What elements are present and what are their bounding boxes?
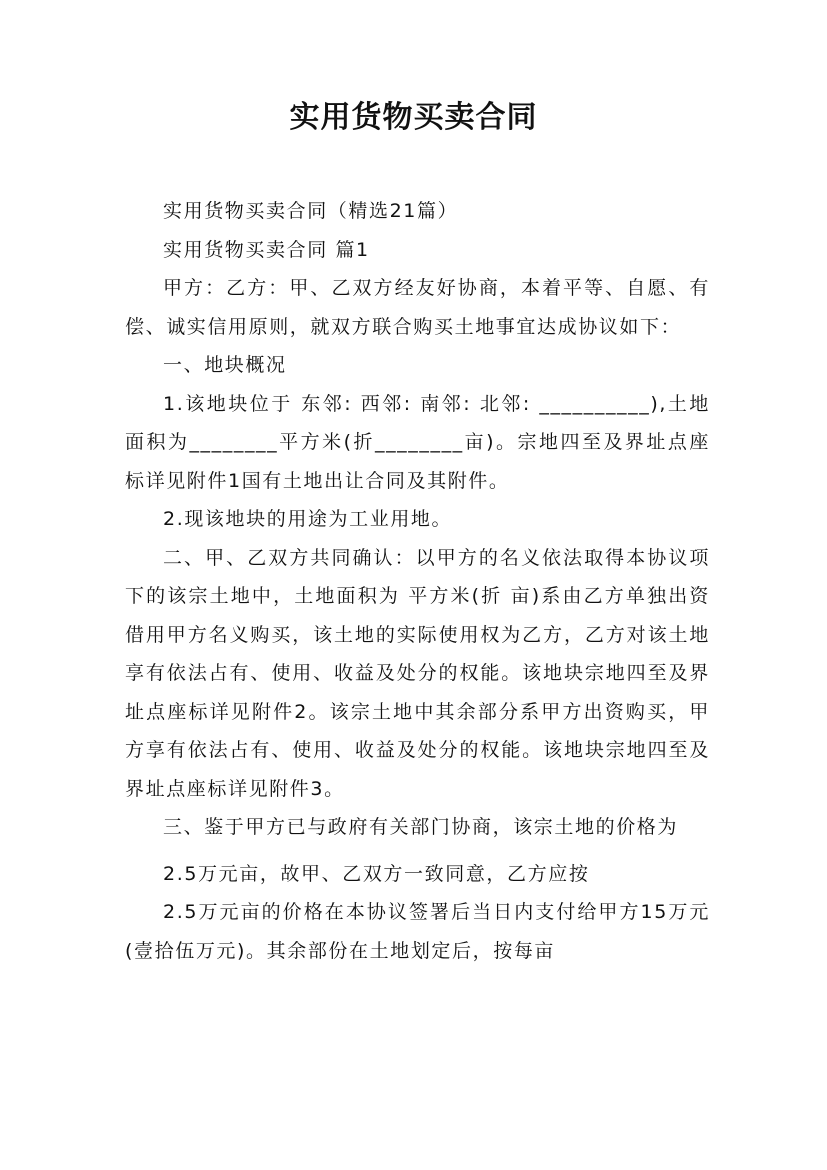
document-body [125,192,710,970]
paragraph-land-location: 1.该地块位于 东邻: 西邻: 南邻: 北邻: __________),土地面积为________平方米(折________亩)。宗地四至及界址点座标详见附件1国有土地出让合同及其附件。 [125,392,710,492]
document-title: 实用货物买卖合同 [289,100,538,135]
paragraph-subtitle: 实用货物买卖合同（精选21篇） [163,200,459,222]
paragraph-price-agreement: 2.5万元亩，故甲、乙双方一致同意，乙方应按 [163,862,590,885]
paragraph-land-price: 三、鉴于甲方已与政府有关部门协商，该宗土地的价格为 [163,816,679,838]
paragraph-section-heading: 实用货物买卖合同 篇1 [163,238,370,261]
paragraph-joint-confirmation: 二、甲、乙双方共同确认：以甲方的名义依法取得本协议项下的该宗土地中，土地面积为 平方米(折 亩)系由乙方单独出资借用甲方名义购买，该土地的实际使用权为乙方，乙方对该土地享有依法占有、使用、收益及处分的权能。该地块宗地四至及界址点座标详见附件2。该宗土地中其余部分系甲方出资购买，甲方享有依法占有、使用、收益及处分的权能。该地块宗地四至及界址点座标详见附件3。 [125,546,710,800]
paragraph-payment-terms: 2.5万元亩的价格在本协议签署后当日内支付给甲方15万元(壹拾伍万元)。其余部份在土地划定后，按每亩 [125,901,710,962]
paragraph-land-use: 2.现该地块的用途为工业用地。 [163,508,453,530]
paragraph-parties: 甲方：乙方：甲、乙双方经友好协商，本着平等、自愿、有偿、诚实信用原则，就双方联合购买土地事宜达成协议如下： [125,277,710,338]
paragraph-land-overview-heading: 一、地块概况 [163,354,287,376]
